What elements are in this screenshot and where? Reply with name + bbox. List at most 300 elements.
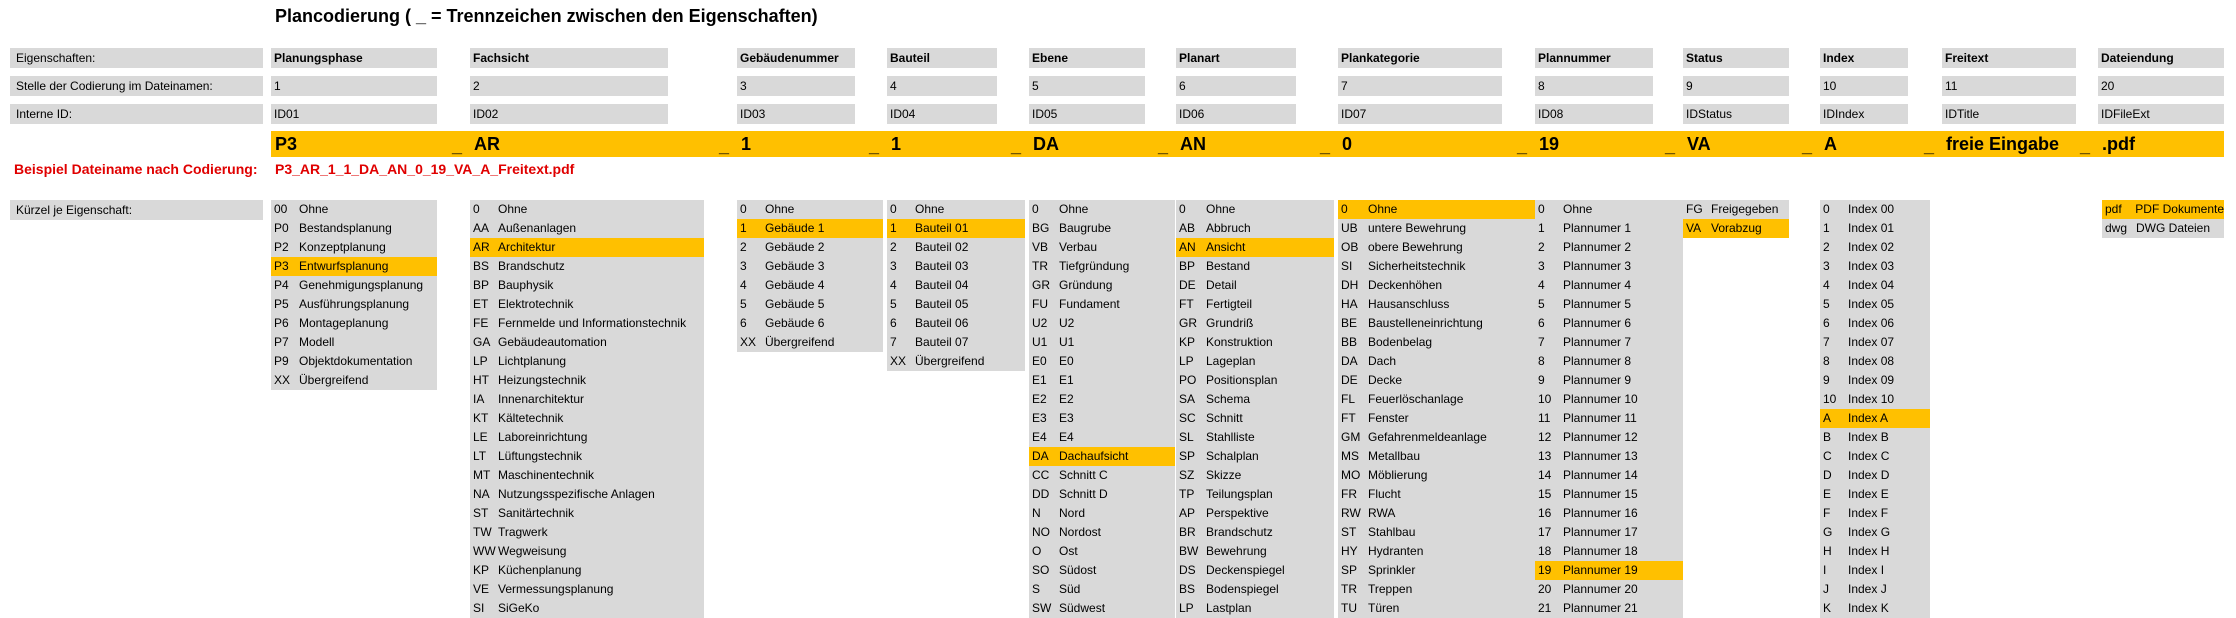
- list-item[interactable]: [1029, 409, 1175, 428]
- list-item[interactable]: [1820, 504, 1930, 523]
- list-item-label: Plannumer 15: [1563, 487, 1638, 501]
- list-item[interactable]: [1535, 257, 1683, 276]
- list-item[interactable]: [1535, 599, 1683, 618]
- header-8[interactable]: Plannummer: [1535, 48, 1653, 68]
- list-item[interactable]: [1029, 561, 1175, 580]
- list-item[interactable]: [737, 238, 883, 257]
- list-item[interactable]: [1029, 504, 1175, 523]
- list-item[interactable]: [1535, 295, 1683, 314]
- list-item[interactable]: [1176, 295, 1334, 314]
- list-item[interactable]: [470, 599, 704, 618]
- list-item[interactable]: [470, 238, 704, 257]
- list-item-code: E: [1823, 487, 1832, 501]
- list-item-code: P9: [274, 354, 289, 368]
- list-item[interactable]: [1029, 295, 1175, 314]
- list-item[interactable]: [470, 447, 704, 466]
- list-item[interactable]: [1338, 371, 1542, 390]
- list-item[interactable]: [470, 523, 704, 542]
- list-item[interactable]: [1338, 523, 1542, 542]
- list-item[interactable]: [1176, 561, 1334, 580]
- list-item[interactable]: [1820, 390, 1930, 409]
- position-12[interactable]: 20: [2098, 76, 2224, 96]
- list-item[interactable]: [1029, 542, 1175, 561]
- position-7[interactable]: 7: [1338, 76, 1502, 96]
- list-item[interactable]: [887, 295, 1025, 314]
- list-item[interactable]: [1820, 447, 1930, 466]
- list-item-label: Schnitt: [1206, 411, 1243, 425]
- list-item-label: Übergreifend: [915, 354, 985, 368]
- list-item[interactable]: [1176, 485, 1334, 504]
- list-item-code: LT: [473, 449, 487, 463]
- list-item-label: RWA: [1368, 506, 1396, 520]
- list-item[interactable]: [1029, 447, 1175, 466]
- internal-id-5[interactable]: ID05: [1029, 104, 1145, 124]
- internal-id-8[interactable]: ID08: [1535, 104, 1653, 124]
- list-item[interactable]: [1820, 485, 1930, 504]
- position-3[interactable]: 3: [737, 76, 855, 96]
- list-item[interactable]: [737, 314, 883, 333]
- list-item[interactable]: [1535, 276, 1683, 295]
- list-item-code: AP: [1179, 506, 1196, 520]
- list-item-code: IA: [473, 392, 485, 406]
- list-item[interactable]: [1820, 428, 1930, 447]
- list-item[interactable]: [470, 295, 704, 314]
- list-item-label: Dach: [1368, 354, 1397, 368]
- header-11[interactable]: Freitext: [1942, 48, 2076, 68]
- list-item-code: 6: [1823, 316, 1830, 330]
- list-item-label: Gefahrenmeldeanlage: [1368, 430, 1487, 444]
- list-item[interactable]: [1338, 428, 1542, 447]
- list-item-label: Ohne: [498, 202, 528, 216]
- list-item[interactable]: [271, 219, 437, 238]
- list-item[interactable]: [271, 295, 437, 314]
- example-value-12[interactable]: .pdf: [2102, 134, 2135, 154]
- list-item[interactable]: [470, 352, 704, 371]
- list-item[interactable]: [887, 219, 1025, 238]
- list-item-label: SiGeKo: [498, 601, 540, 615]
- list-item-code: WW: [473, 544, 496, 558]
- list-item[interactable]: [1535, 371, 1683, 390]
- internal-id-11[interactable]: IDTitle: [1942, 104, 2076, 124]
- list-item-code: S: [1032, 582, 1041, 596]
- header-3[interactable]: Gebäudenummer: [737, 48, 855, 68]
- list-item[interactable]: [271, 200, 437, 219]
- list-item-code: ET: [473, 297, 489, 311]
- list-item[interactable]: [1820, 371, 1930, 390]
- row-label-intern: Interne ID:: [10, 104, 263, 124]
- list-item-label: Index F: [1848, 506, 1889, 520]
- list-item[interactable]: [1338, 390, 1542, 409]
- list-item[interactable]: [1535, 333, 1683, 352]
- list-item-label: Nordost: [1059, 525, 1102, 539]
- list-item[interactable]: [1029, 390, 1175, 409]
- list-item[interactable]: [1820, 466, 1930, 485]
- list-item-code: BP: [473, 278, 490, 292]
- header-10[interactable]: Index: [1820, 48, 1908, 68]
- list-item[interactable]: [1535, 466, 1683, 485]
- list-item-label: Gebäude 2: [765, 240, 825, 254]
- position-9[interactable]: 9: [1683, 76, 1789, 96]
- list-item[interactable]: [1683, 219, 1789, 238]
- list-item-label: Ohne: [1563, 202, 1593, 216]
- list-item[interactable]: [1176, 580, 1334, 599]
- example-value-9[interactable]: VA: [1687, 134, 1711, 154]
- list-item[interactable]: [1029, 428, 1175, 447]
- list-item[interactable]: [1338, 466, 1542, 485]
- list-item[interactable]: [1176, 390, 1334, 409]
- example-filename[interactable]: P3_AR_1_1_DA_AN_0_19_VA_A_Freitext.pdf: [275, 161, 575, 177]
- list-item-label: Verbau: [1059, 240, 1098, 254]
- list-item[interactable]: [470, 542, 704, 561]
- position-4[interactable]: 4: [887, 76, 997, 96]
- example-value-3[interactable]: 1: [741, 134, 752, 154]
- list-item[interactable]: [2102, 200, 2224, 219]
- header-7[interactable]: Plankategorie: [1338, 48, 1502, 68]
- list-item[interactable]: [1176, 333, 1334, 352]
- list-item-label: Baustelleneinrichtung: [1368, 316, 1483, 330]
- list-item[interactable]: [1176, 428, 1334, 447]
- internal-id-1[interactable]: ID01: [271, 104, 437, 124]
- list-item[interactable]: [1029, 219, 1175, 238]
- list-item-code: 5: [890, 297, 897, 311]
- header-12[interactable]: Dateiendung: [2098, 48, 2224, 68]
- header-9[interactable]: Status: [1683, 48, 1789, 68]
- list-item[interactable]: [1535, 409, 1683, 428]
- list-item[interactable]: [470, 485, 704, 504]
- list-item[interactable]: [1535, 238, 1683, 257]
- list-item-code: pdf: [2105, 202, 2122, 216]
- list-item[interactable]: [887, 352, 1025, 371]
- list-item[interactable]: [1535, 523, 1683, 542]
- list-item-label: Plannumer 2: [1563, 240, 1632, 254]
- header-6[interactable]: Planart: [1176, 48, 1296, 68]
- list-item[interactable]: [1338, 561, 1542, 580]
- list-item[interactable]: [1338, 200, 1542, 219]
- list-item-label: Perspektive: [1206, 506, 1269, 520]
- position-11[interactable]: 11: [1942, 76, 2076, 96]
- list-item[interactable]: [887, 257, 1025, 276]
- list-item[interactable]: [470, 561, 704, 580]
- list-item[interactable]: [1820, 409, 1930, 428]
- internal-id-10[interactable]: IDIndex: [1820, 104, 1908, 124]
- list-item-code: P3: [274, 259, 289, 273]
- list-item[interactable]: [887, 333, 1025, 352]
- list-item[interactable]: [1176, 504, 1334, 523]
- example-value-2[interactable]: AR: [474, 134, 500, 154]
- list-item[interactable]: [1535, 504, 1683, 523]
- list-item[interactable]: [887, 314, 1025, 333]
- example-value-11[interactable]: freie Eingabe: [1946, 134, 2060, 154]
- list-item[interactable]: [1535, 200, 1683, 219]
- separator: _: [869, 136, 880, 156]
- list-item[interactable]: [1176, 276, 1334, 295]
- row-label-eigenschaften: Eigenschaften:: [10, 48, 263, 68]
- list-index: [1820, 200, 1930, 618]
- list-item[interactable]: [1029, 523, 1175, 542]
- list-item[interactable]: [1535, 428, 1683, 447]
- separator: _: [1011, 136, 1022, 156]
- list-item[interactable]: [271, 314, 437, 333]
- list-item[interactable]: [1820, 561, 1930, 580]
- list-item-label: Nutzungsspezifische Anlagen: [498, 487, 655, 501]
- list-item[interactable]: [1338, 352, 1542, 371]
- list-item[interactable]: [1820, 219, 1930, 238]
- list-item-label: Gebäude 3: [765, 259, 825, 273]
- list-item[interactable]: [470, 333, 704, 352]
- example-value-8[interactable]: 19: [1539, 134, 1560, 154]
- header-1[interactable]: Planungsphase: [271, 48, 437, 68]
- list-item[interactable]: [1029, 238, 1175, 257]
- internal-id-2[interactable]: ID02: [470, 104, 668, 124]
- list-item-code: SI: [473, 601, 485, 615]
- list-item-label: Innenarchitektur: [498, 392, 585, 406]
- list-item-code: LE: [473, 430, 488, 444]
- list-item[interactable]: [1820, 295, 1930, 314]
- list-item[interactable]: [1338, 257, 1542, 276]
- list-item[interactable]: [1820, 257, 1930, 276]
- list-item[interactable]: [1535, 219, 1683, 238]
- list-item-label: E3: [1059, 411, 1074, 425]
- list-item[interactable]: [887, 238, 1025, 257]
- internal-id-12[interactable]: IDFileExt: [2098, 104, 2224, 124]
- list-item[interactable]: [1535, 561, 1683, 580]
- list-item-code: 7: [1538, 335, 1545, 349]
- internal-id-4[interactable]: ID04: [887, 104, 997, 124]
- list-item[interactable]: [470, 276, 704, 295]
- list-item-label: Bodenspiegel: [1206, 582, 1279, 596]
- list-item[interactable]: [1338, 409, 1542, 428]
- list-item[interactable]: [470, 466, 704, 485]
- example-value-1[interactable]: P3: [275, 134, 298, 154]
- list-item[interactable]: [1820, 200, 1930, 219]
- list-item[interactable]: [1338, 447, 1542, 466]
- list-item-code: P5: [274, 297, 289, 311]
- list-item[interactable]: [271, 276, 437, 295]
- internal-id-3[interactable]: ID03: [737, 104, 855, 124]
- list-item-label: Südost: [1059, 563, 1097, 577]
- list-item-code: TR: [1341, 582, 1357, 596]
- list-item-code: 1: [1823, 221, 1830, 235]
- list-item[interactable]: [470, 409, 704, 428]
- list-item[interactable]: [737, 219, 883, 238]
- example-value-5[interactable]: DA: [1033, 134, 1059, 154]
- list-item[interactable]: [1176, 599, 1334, 618]
- list-item-code: 1: [740, 221, 747, 235]
- list-item-code: ST: [1341, 525, 1357, 539]
- list-item[interactable]: [470, 314, 704, 333]
- internal-id-9[interactable]: IDStatus: [1683, 104, 1789, 124]
- list-item[interactable]: [1338, 219, 1542, 238]
- list-item-code: GR: [1179, 316, 1197, 330]
- separator: _: [1665, 136, 1676, 156]
- example-value-10[interactable]: A: [1824, 134, 1837, 154]
- list-item[interactable]: [1535, 447, 1683, 466]
- list-item[interactable]: [1820, 580, 1930, 599]
- list-item[interactable]: [1029, 257, 1175, 276]
- list-item[interactable]: [1338, 238, 1542, 257]
- list-item-code: 18: [1538, 544, 1552, 558]
- list-item-code: 0: [1032, 202, 1039, 216]
- list-item[interactable]: [1338, 580, 1542, 599]
- list-item-code: 10: [1823, 392, 1837, 406]
- list-item-label: Bestand: [1206, 259, 1251, 273]
- list-item[interactable]: [1338, 542, 1542, 561]
- list-item[interactable]: [470, 257, 704, 276]
- list-item[interactable]: [470, 219, 704, 238]
- list-item[interactable]: [737, 295, 883, 314]
- list-item[interactable]: [1535, 314, 1683, 333]
- list-item[interactable]: [1535, 485, 1683, 504]
- list-item[interactable]: [1176, 314, 1334, 333]
- list-item[interactable]: [2102, 219, 2224, 238]
- position-10[interactable]: 10: [1820, 76, 1908, 96]
- list-item[interactable]: [1029, 466, 1175, 485]
- position-5[interactable]: 5: [1029, 76, 1145, 96]
- list-item[interactable]: [1176, 409, 1334, 428]
- list-item-code: BS: [1179, 582, 1196, 596]
- list-item[interactable]: [1338, 276, 1542, 295]
- internal-id-6[interactable]: ID06: [1176, 104, 1296, 124]
- list-item-code: GA: [473, 335, 491, 349]
- list-item-label: Lageplan: [1206, 354, 1256, 368]
- list-item[interactable]: [470, 371, 704, 390]
- list-item[interactable]: [1535, 390, 1683, 409]
- list-item[interactable]: [1176, 447, 1334, 466]
- example-value-4[interactable]: 1: [891, 134, 902, 154]
- list-item-label: Elektrotechnik: [498, 297, 574, 311]
- position-1[interactable]: 1: [271, 76, 437, 96]
- list-item-code: BP: [1179, 259, 1196, 273]
- header-4[interactable]: Bauteil: [887, 48, 997, 68]
- list-item[interactable]: [1820, 523, 1930, 542]
- list-item-label: Entwurfsplanung: [299, 259, 389, 273]
- list-item[interactable]: [1176, 466, 1334, 485]
- list-item-code: 15: [1538, 487, 1552, 501]
- list-item[interactable]: [1176, 219, 1334, 238]
- list-item[interactable]: [1535, 542, 1683, 561]
- list-item[interactable]: [1535, 580, 1683, 599]
- list-item[interactable]: [1338, 599, 1542, 618]
- row-label-kuerzel: Kürzel je Eigenschaft:: [10, 200, 263, 220]
- list-item[interactable]: [737, 276, 883, 295]
- list-item-code: 7: [890, 335, 897, 349]
- header-2[interactable]: Fachsicht: [470, 48, 668, 68]
- list-item[interactable]: [1029, 333, 1175, 352]
- list-item-code: PO: [1179, 373, 1197, 387]
- list-item[interactable]: [1820, 276, 1930, 295]
- list-item-label: Übergreifend: [765, 335, 835, 349]
- list-item[interactable]: [1535, 352, 1683, 371]
- list-item-code: 13: [1538, 449, 1552, 463]
- list-item[interactable]: [271, 238, 437, 257]
- list-item[interactable]: [271, 333, 437, 352]
- list-item-code: TR: [1032, 259, 1048, 273]
- separator: _: [452, 136, 463, 156]
- example-value-7[interactable]: 0: [1342, 134, 1353, 154]
- list-item[interactable]: [1176, 352, 1334, 371]
- list-item[interactable]: [1683, 200, 1789, 219]
- list-item[interactable]: [1029, 200, 1175, 219]
- list-item-label: Metallbau: [1368, 449, 1421, 463]
- list-item[interactable]: [887, 276, 1025, 295]
- list-item-code: K: [1823, 601, 1832, 615]
- position-2[interactable]: 2: [470, 76, 668, 96]
- list-item[interactable]: [737, 333, 883, 352]
- list-item-label: Index I: [1848, 563, 1885, 577]
- list-item[interactable]: [1029, 599, 1175, 618]
- list-item[interactable]: [470, 390, 704, 409]
- list-item[interactable]: [1176, 257, 1334, 276]
- list-item[interactable]: [737, 257, 883, 276]
- list-item[interactable]: [1338, 295, 1542, 314]
- list-item[interactable]: [1820, 333, 1930, 352]
- list-item[interactable]: [470, 200, 704, 219]
- list-item[interactable]: [1820, 238, 1930, 257]
- list-item[interactable]: [470, 428, 704, 447]
- list-item[interactable]: [1029, 580, 1175, 599]
- internal-id-7[interactable]: ID07: [1338, 104, 1502, 124]
- list-item-code: 2: [890, 240, 897, 254]
- list-item-code: SP: [1341, 563, 1358, 577]
- list-item[interactable]: [1176, 200, 1334, 219]
- list-item[interactable]: [1176, 542, 1334, 561]
- list-item-code: SZ: [1179, 468, 1195, 482]
- list-item-label: Fenster: [1368, 411, 1409, 425]
- list-item-code: 12: [1538, 430, 1552, 444]
- list-item[interactable]: [1338, 333, 1542, 352]
- list-item-code: E1: [1032, 373, 1047, 387]
- list-item-code: 0: [1179, 202, 1186, 216]
- list-item[interactable]: [887, 200, 1025, 219]
- list-item[interactable]: [1820, 314, 1930, 333]
- list-item[interactable]: [470, 580, 704, 599]
- position-6[interactable]: 6: [1176, 76, 1296, 96]
- list-item[interactable]: [1176, 238, 1334, 257]
- list-item[interactable]: [1029, 352, 1175, 371]
- list-item-code: GM: [1341, 430, 1361, 444]
- list-item[interactable]: [1029, 276, 1175, 295]
- list-item[interactable]: [1176, 371, 1334, 390]
- list-item[interactable]: [271, 257, 437, 276]
- list-item[interactable]: [1338, 485, 1542, 504]
- list-item[interactable]: [1176, 523, 1334, 542]
- list-item[interactable]: [737, 200, 883, 219]
- list-item[interactable]: [1338, 314, 1542, 333]
- list-item-code: P7: [274, 335, 289, 349]
- list-item-label: Plannumer 9: [1563, 373, 1632, 387]
- list-item[interactable]: [1029, 371, 1175, 390]
- list-item[interactable]: [271, 371, 437, 390]
- separator: _: [1802, 136, 1813, 156]
- header-5[interactable]: Ebene: [1029, 48, 1145, 68]
- list-item-code: FE: [473, 316, 489, 330]
- example-value-6[interactable]: AN: [1180, 134, 1206, 154]
- list-item[interactable]: [1029, 485, 1175, 504]
- list-item[interactable]: [1820, 542, 1930, 561]
- list-item-label: Baugrube: [1059, 221, 1112, 235]
- list-plankategorie: [1338, 200, 1542, 618]
- list-item[interactable]: [1820, 352, 1930, 371]
- position-8[interactable]: 8: [1535, 76, 1653, 96]
- list-item[interactable]: [271, 352, 437, 371]
- list-item[interactable]: [1338, 504, 1542, 523]
- list-item[interactable]: [1029, 314, 1175, 333]
- list-item-code: 3: [1538, 259, 1545, 273]
- list-item[interactable]: [470, 504, 704, 523]
- list-item[interactable]: [1820, 599, 1930, 618]
- list-item-label: E1: [1059, 373, 1074, 387]
- list-item-label: Objektdokumentation: [299, 354, 413, 368]
